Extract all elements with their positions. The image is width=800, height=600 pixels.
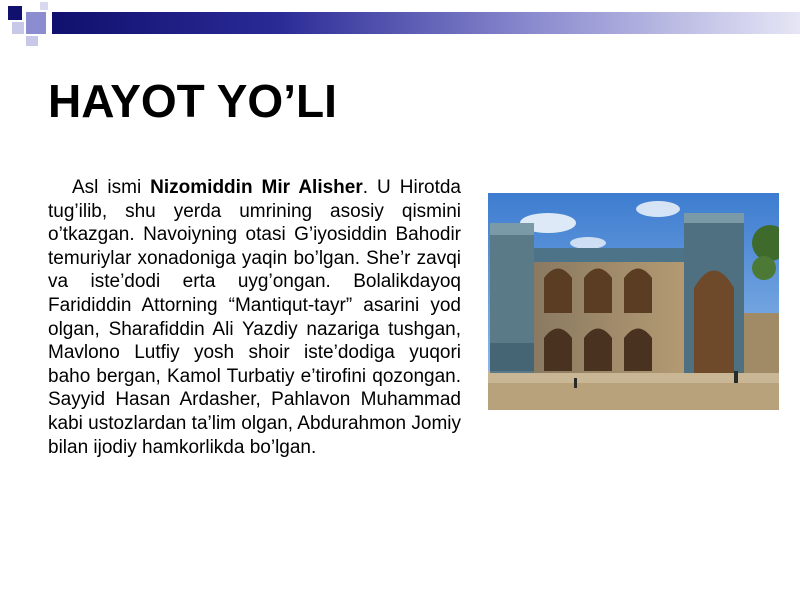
arch (584, 329, 612, 372)
decor-square (8, 6, 22, 20)
wall-tile-band (534, 248, 684, 262)
cloud (570, 237, 606, 249)
tree (752, 256, 776, 280)
decor-square (40, 2, 48, 10)
cloud (636, 201, 680, 217)
arch (624, 269, 652, 314)
arch (584, 269, 612, 314)
person-name: Nizomiddin Mir Alisher (150, 177, 363, 198)
portal-band (684, 213, 744, 223)
header-gradient-bar (52, 12, 800, 34)
minaret-base (490, 343, 534, 371)
header-decoration (0, 0, 800, 46)
minaret-band (490, 223, 534, 235)
madrasa-illustration (488, 193, 779, 410)
side-building (744, 313, 779, 373)
decor-square (26, 12, 46, 34)
decor-square (12, 22, 24, 34)
arch (544, 329, 572, 372)
paragraph-rest: . U Hirotda tug’ilib, shu yerda umrining asosiy qismini o’tkazgan. Navoiyning otasi G’iyosiddin Bahodir temuriylar xonadoniga yaqin bo’lgan. She’r zavqi va iste’dodi erta uyg’ongan. Bolalikdayoq Farididdin Attorning “Mantiqut-tayr” asarini yod olgan, Sharafiddin Ali Yazdiy nazariga tushgan, Mavlono Lutfiy yosh shoir iste’dodiga yuqori baho bergan, Kamol Turbatiy e’tirofini qozongan. Sayyid Hasan Ardasher, Pahlavon Muhammad kabi ustozlardan ta’lim olgan, Abdurahmon Jomiy bilan ijodiy hamkorlikda bo’lgan. (48, 177, 461, 458)
biography-paragraph (48, 176, 461, 459)
decor-square (26, 36, 38, 46)
madrasa-photo (488, 193, 779, 410)
arch (544, 269, 572, 314)
portal-arch (694, 271, 734, 374)
person-figure (734, 371, 738, 383)
arch (624, 329, 652, 372)
paragraph-intro: Asl ismi (72, 177, 151, 198)
person-figure (574, 378, 577, 388)
courtyard-shadow (488, 383, 779, 410)
slide-title: HAYOT YO’LI (48, 75, 337, 127)
